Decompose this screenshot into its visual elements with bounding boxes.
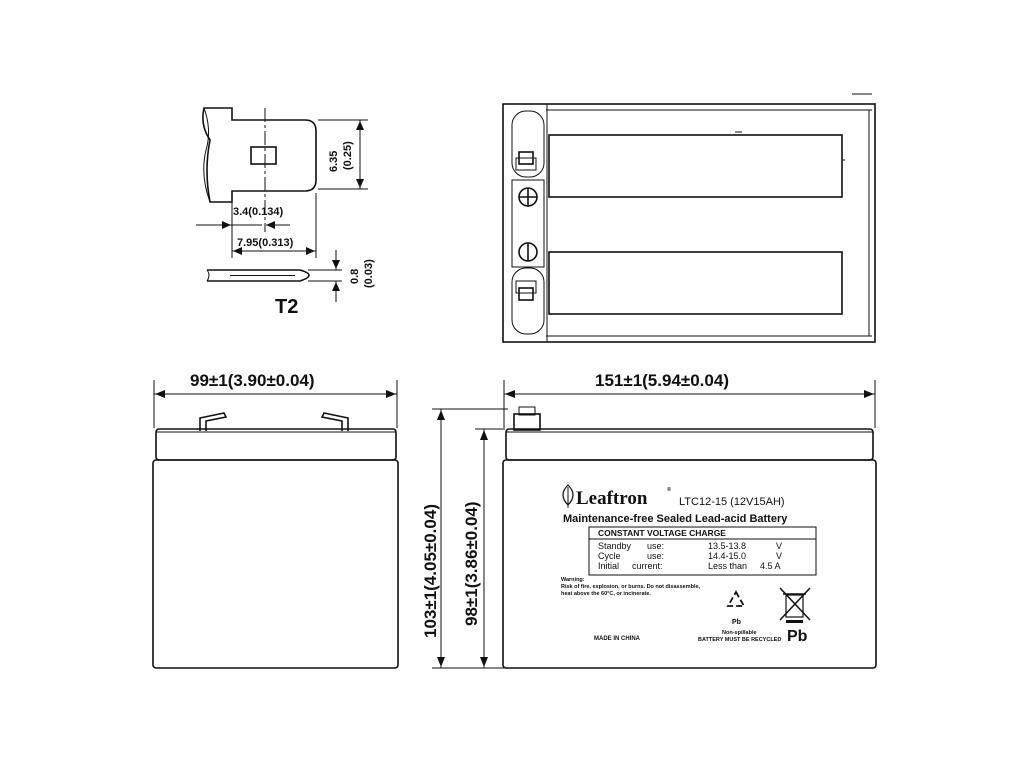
top-inner (547, 104, 875, 342)
terminal-bottom-tab (519, 288, 533, 300)
charge-row-cycle (598, 551, 782, 561)
svg-text:V: V (776, 551, 783, 561)
terminal-break-line (204, 108, 210, 202)
arrow-thick-down (332, 260, 340, 269)
terminal-housing-bottom (512, 268, 544, 334)
arrow-width-right (306, 247, 315, 255)
top-view (503, 94, 875, 342)
hole-offset-text: 3.4(0.134) (233, 206, 284, 218)
svg-text:14.4-15.0: 14.4-15.0 (708, 551, 747, 561)
side-body (153, 460, 398, 668)
warning-line1: Risk of fire, explosion, or burns. Do not disassemble, (561, 584, 701, 590)
leaf-logo-icon (563, 485, 573, 508)
vent-top (549, 135, 842, 197)
svg-text:Less than: Less than (708, 561, 748, 571)
brand-name: Leaftron (576, 488, 648, 509)
terminal-hole (251, 147, 276, 164)
recycled-text: BATTERY MUST BE RECYCLED (698, 637, 782, 643)
svg-text:current:: current: (632, 561, 663, 571)
front-lid (506, 429, 873, 460)
non-spillable-text: Non-spillable (722, 630, 757, 636)
front-body (503, 460, 876, 668)
arrow-l-right (864, 390, 874, 398)
svg-text:Cycle: Cycle (598, 551, 621, 561)
svg-text:use:: use: (647, 551, 665, 561)
length-dim-text: 151±1(5.94±0.04) (595, 371, 729, 390)
charge-row-initial (598, 561, 781, 571)
width-text: 7.95(0.313) (237, 237, 294, 249)
recycle-icon (728, 592, 744, 606)
warning-title: Warning: (561, 577, 585, 583)
svg-text:V: V (776, 541, 783, 551)
front-view (421, 371, 876, 668)
made-in-text: MADE IN CHINA (594, 636, 640, 642)
model-text: LTC12-15 (12V15AH) (679, 496, 785, 508)
top-outer (503, 104, 875, 342)
vent-bottom (549, 252, 842, 314)
terminal-name: T2 (275, 296, 299, 318)
svg-text:use:: use: (647, 541, 665, 551)
terminal-detail (196, 108, 375, 318)
subtitle-text: Maintenance-free Sealed Lead-acid Battery (563, 513, 788, 525)
crossed-bin-icon (780, 588, 810, 623)
charge-row-standby (598, 541, 782, 551)
width-dim-text: 99±1(3.90±0.04) (190, 371, 315, 390)
arrow-w-right (386, 390, 396, 398)
product-label (561, 485, 816, 645)
profile-break (207, 270, 209, 281)
charge-title: CONSTANT VOLTAGE CHARGE (598, 528, 726, 538)
arrow-down (356, 179, 364, 188)
side-view (153, 371, 398, 668)
height-mm-text: 6.35 (328, 150, 340, 172)
arrow-up (356, 121, 364, 130)
total-height-text: 103±1(4.05±0.04) (421, 504, 440, 638)
svg-text:13.5-13.8: 13.5-13.8 (708, 541, 747, 551)
bin-pb: Pb (787, 628, 808, 645)
height-in-text: (0.25) (342, 141, 354, 170)
terminal-outline (203, 108, 316, 202)
thick-in-text: (0.03) (363, 259, 375, 288)
arrow-thick-up (332, 282, 340, 291)
container-height-text: 98±1(3.86±0.04) (462, 501, 481, 626)
arrow-hole-right (222, 221, 231, 229)
warning-line2: heat above the 60°C, or incinerate. (561, 591, 651, 597)
svg-text:Initial: Initial (598, 561, 620, 571)
svg-text:Standby: Standby (598, 541, 632, 551)
terminal-housing-top (512, 111, 544, 177)
recycle-pb: Pb (732, 619, 741, 626)
arrow-l-left (505, 390, 515, 398)
thick-mm-text: 0.8 (349, 268, 361, 284)
side-lid (156, 429, 396, 460)
registered-mark: ® (667, 487, 672, 493)
svg-text:4.5 A: 4.5 A (760, 561, 781, 571)
arrow-w-left (155, 390, 165, 398)
front-terminal (514, 414, 540, 430)
